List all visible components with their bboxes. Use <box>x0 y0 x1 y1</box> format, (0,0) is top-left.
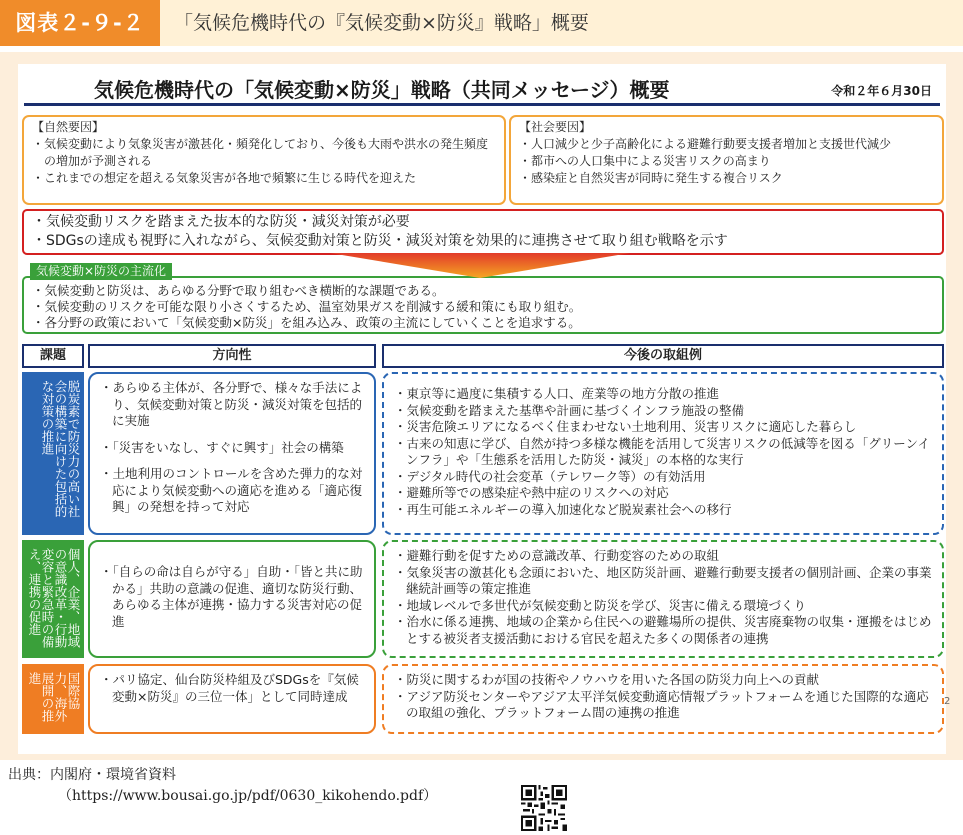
social-factors-box <box>509 115 944 205</box>
direction-line: ・「自らの命は自らが守る」自助・「皆と共に助かる」共助の意識の促進、適切な防災行動、あらゆる主体が連携・協力する災害対応の促進 <box>100 564 363 629</box>
column-header-direction: 方向性 <box>88 344 376 368</box>
down-arrow-icon <box>330 253 630 278</box>
qr-code-icon[interactable] <box>521 785 567 831</box>
future-line: ・古来の知恵に学び、自然が持つ多様な機能を活用して災害リスクの低減等を図る「グリーンインフラ」や「生態系を活用した防災・減災」の本格的な実行 <box>394 435 930 467</box>
mainstream-line: ・各分野の政策において「気候変動×防災」を組み込み、政策の主流にしていくことを追求する。 <box>32 315 581 330</box>
natural-factors-box <box>22 115 506 205</box>
future-line: ・治水に係る連携、地域の企業から住民への避難場所の提供、災害廃棄物の収集・運搬をはじめとする被災者支援活動における官民を超えた多くの関係者の連携 <box>394 614 932 646</box>
necessity-line: ・SDGsの達成も視野に入れながら、気候変動対策と防災・減災対策を効果的に連携させて取り組む戦略を示す <box>32 233 728 249</box>
future-line: ・再生可能エネルギーの導入加速化など脱炭素社会への移行 <box>394 501 732 517</box>
main-title: 気候危機時代の「気候変動×防災」戦略（共同メッセージ）概要 <box>94 78 670 102</box>
main-title-bar <box>24 70 940 106</box>
future-line: ・デジタル時代の社会変革（テレワーク等）の有効活用 <box>394 468 706 484</box>
direction-cell <box>88 540 376 658</box>
social-line: ・都市への人口集中による災害リスクの高まり <box>519 154 771 168</box>
future-line: ・避難行動を促すための意識改革、行動変容のための取組 <box>394 548 720 563</box>
future-cell <box>382 372 944 535</box>
issue-cell: 脱炭素で防災力の高い社会の構築に向けた包括的な対策の推進 <box>22 372 84 535</box>
issue-cell: 個人、企業、地域の意識改革・行動変容と緊急時の備え、連携の促進 <box>22 540 84 658</box>
future-line: ・アジア防災センターやアジア太平洋気候変動適応情報プラットフォームを通じた国際的な適応の取組の強化、プラットフォーム間の連携の推進 <box>394 688 929 720</box>
necessity-box <box>22 209 944 255</box>
future-line: ・東京等に過度に集積する人口、産業等の地方分散の推進 <box>394 386 720 401</box>
future-line: ・気象災害の激甚化も念頭においた、地区防災計画、避難行動要支援者の個別計画、企業の事業継続計画等の策定推進 <box>394 564 932 596</box>
future-line: ・地域レベルで多世代が気候変動と防災を学び、災害に備える環境づくり <box>394 597 807 613</box>
direction-cell <box>88 372 376 535</box>
natural-heading: 【自然要因】 <box>32 120 105 134</box>
mainstream-line: ・気候変動のリスクを可能な限り小さくするため、温室効果ガスを削減する緩和策にも取り組む。 <box>32 299 582 314</box>
natural-line: ・これまでの想定を超える気象災害が各地で頻繁に生じる時代を迎えた <box>32 171 417 185</box>
future-line: ・災害危険エリアになるべく住まわせない土地利用、災害リスクに適応した暮らし <box>394 419 857 434</box>
social-heading: 【社会要因】 <box>519 120 592 134</box>
direction-line: ・土地利用のコントロールを含めた弾力的な対応により気候変動への適応を進める「適応復興」の発想を持って対応 <box>100 466 363 514</box>
future-cell <box>382 540 944 658</box>
figure-title: 「気候危機時代の『気候変動×防災』戦略」概要 <box>174 12 589 34</box>
necessity-line: ・気候変動リスクを踏まえた抜本的な防災・減災対策が必要 <box>32 214 410 230</box>
mainstream-line: ・気候変動と防災は、あらゆる分野で取り組むべき横断的な課題である。 <box>32 283 445 298</box>
column-header-issue: 課題 <box>22 344 84 368</box>
future-line: ・避難所等での感染症や熱中症のリスクへの対応 <box>394 485 669 500</box>
mainstreaming-box <box>22 276 944 334</box>
direction-line: ・「災害をいなし、すぐに興す」社会の構築 <box>100 439 344 455</box>
source-url[interactable]: （https://www.bousai.go.jp/pdf/0630_kikohendo.pdf） <box>58 788 438 804</box>
source-note <box>8 765 437 807</box>
source-label: 出典：内閣府・環境省資料 <box>8 767 176 783</box>
main-date: 令和２年６月30日 <box>831 84 932 98</box>
mainstream-tag: 気候変動×防災の主流化 <box>30 263 172 280</box>
social-line: ・感染症と自然災害が同時に発生する複合リスク <box>519 171 783 185</box>
page-number: 2 <box>944 696 951 707</box>
social-line: ・人口減少と少子高齢化による避難行動要支援者増加と支援世代減少 <box>519 137 892 151</box>
direction-line: ・あらゆる主体が、各分野で、様々な手法により、気候変動対策と防災・減災対策を包括的に実施 <box>100 380 363 428</box>
future-line: ・気候変動を踏まえた基準や計画に基づくインフラ施設の整備 <box>394 402 745 418</box>
column-header-future: 今後の取組例 <box>382 344 944 368</box>
direction-line: ・パリ協定、仙台防災枠組及びSDGsを『気候変動×防災』の三位一体」として同時達成 <box>100 672 359 704</box>
direction-cell <box>88 664 376 734</box>
issue-cell: 国際協力、海外展開の推進 <box>22 664 84 734</box>
future-line: ・防災に関するわが国の技術やノウハウを用いた各国の防災力向上への貢献 <box>394 672 820 687</box>
natural-line: ・気候変動により気象災害が激甚化・頻発化しており、今後も大雨や洪水の発生頻度の増加が予測される <box>32 137 489 168</box>
future-cell <box>382 664 944 734</box>
figure-label: 図表２‑９‑２ <box>0 0 160 46</box>
